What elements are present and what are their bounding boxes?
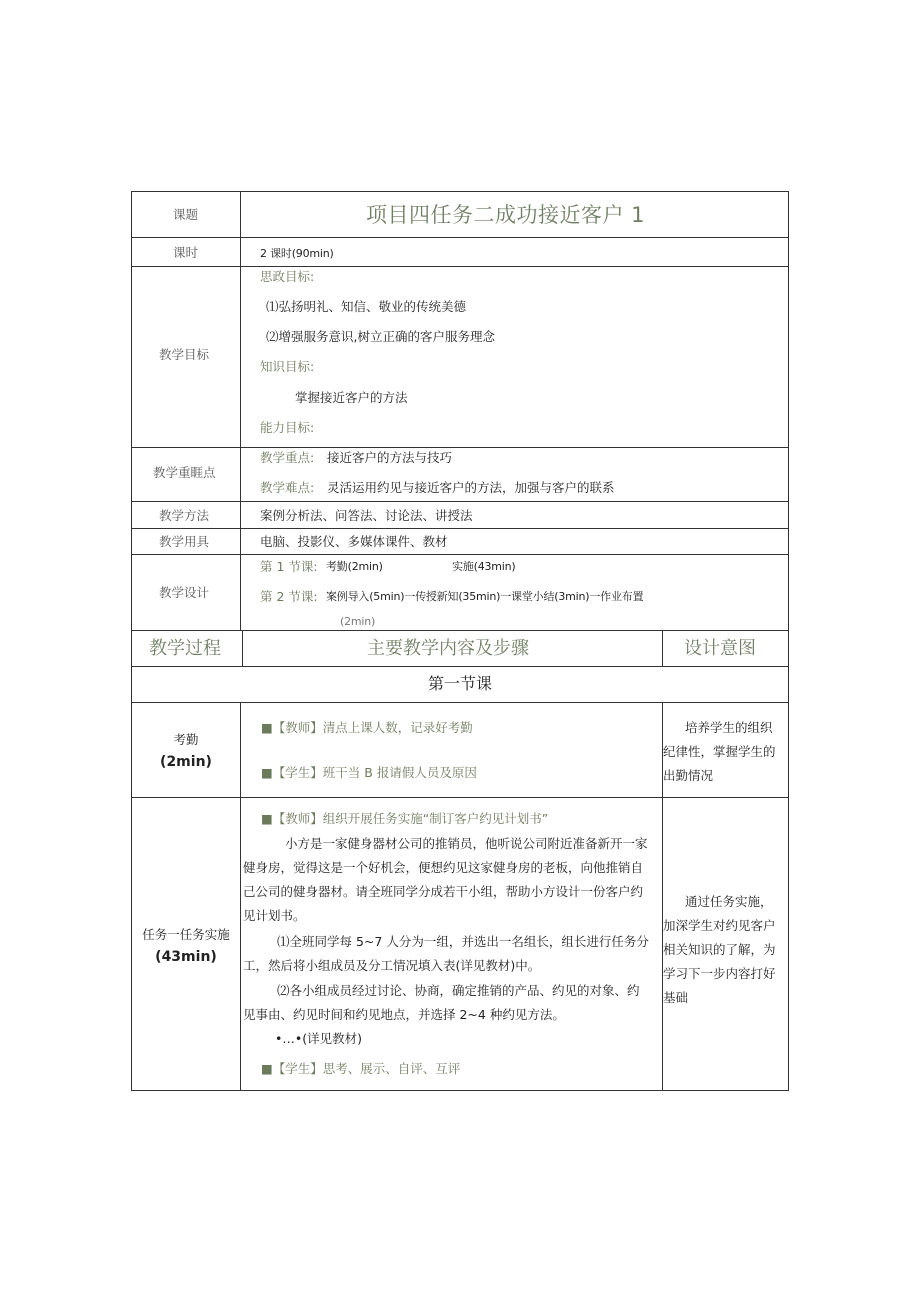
design-label: 教学设计 (159, 585, 210, 600)
attendance-intent-3: 出勤情况 (663, 768, 714, 783)
task-intent-5: 基础 (663, 990, 689, 1005)
hours-label: 课时 (173, 245, 199, 260)
scenario-line-2: 健身房，觉得这是一个好机会，便想约见这家健身房的老板，向他推销自 (243, 860, 644, 875)
section-title: 第一节课 (427, 674, 492, 693)
task-student-bullet: ■【学生】思考、展示、自评、互评 (261, 1061, 461, 1076)
task-intent-1: 通过任务实施， (685, 894, 773, 909)
focus-value: 接近客户的方法与技巧 (327, 450, 453, 465)
ideology-item-1: ⑴弘扬明礼、知信、敬业的传统美德 (266, 299, 467, 314)
attendance-duration: (2min) (160, 754, 212, 770)
process-header-content: 主要教学内容及步骤 (367, 638, 529, 659)
lesson2-value: 案例导入(5min)一传授新知(35min)一课堂小结(3min)一作业布置 (326, 590, 644, 603)
task-duration: (43min) (155, 949, 217, 965)
task-intent-4: 学习下一步内容打好 (663, 966, 776, 981)
focus-label: 教学重点: (260, 450, 315, 465)
step2-line-1: ⑵各小组成员经过讨论、协商，确定推销的产品、约见的对象、约 (277, 983, 640, 998)
step1-line-1: ⑴全班同学每 5~7 人分为一组，并选出一名组长，组长进行任务分 (277, 934, 649, 949)
lesson-title: 项目四任务二成功接近客户 1 (366, 203, 646, 227)
lesson2-continuation: (2min) (340, 615, 376, 628)
step1-line-2: 工，然后将小组成员及分工情况填入表(详见教材)中。 (243, 958, 541, 973)
tools-value: 电脑、投影仪、多媒体课件、教材 (260, 534, 448, 549)
attendance-intent-1: 培养学生的组织 (685, 720, 773, 735)
task-intent-2: 加深学生对约见客户 (663, 918, 776, 933)
topic-label: 课题 (173, 207, 199, 222)
lesson1-label: 第 1 节课: (260, 559, 318, 574)
scenario-line-1: 小方是一家健身器材公司的推销员，他听说公司附近准备新开一家 (285, 836, 648, 851)
lesson2-label: 第 2 节课: (260, 589, 318, 604)
lesson-plan-table (131, 191, 789, 1091)
tools-label: 教学用具 (159, 534, 210, 549)
lesson1-implementation: 实施(43min) (452, 560, 516, 573)
difficulty-value: 灵活运用约见与接近客户的方法，加强与客户的联系 (327, 480, 615, 495)
hours-value: 2 课时(90min) (260, 247, 334, 260)
lesson1-attendance: 考勤(2min) (326, 560, 383, 573)
process-header-intent: 设计意图 (684, 638, 756, 659)
step2-line-2: 见事由、约见时间和约见地点，并选择 2~4 种约见方法。 (243, 1007, 565, 1022)
ideology-heading: 思政目标: (260, 269, 315, 284)
objectives-label: 教学目标 (159, 347, 210, 362)
task-teacher-bullet: ■【教师】组织开展任务实施“制订客户约见计划书” (261, 811, 549, 826)
task-stage: 任务一任务实施 (142, 927, 230, 942)
key-points-label: 教学重睚点 (153, 465, 216, 480)
attendance-student-bullet: ■【学生】班干当 B 报请假人员及原因 (261, 765, 477, 780)
methods-value: 案例分析法、问答法、讨论法、讲授法 (260, 508, 473, 523)
ability-heading: 能力目标: (260, 420, 315, 435)
methods-label: 教学方法 (159, 508, 210, 523)
scenario-line-4: 见计划书。 (243, 908, 306, 923)
attendance-teacher-bullet: ■【教师】清点上课人数，记录好考勤 (261, 720, 473, 735)
ideology-item-2: ⑵增强服务意识,树立正确的客户服务理念 (266, 329, 495, 344)
knowledge-item: 掌握接近客户的方法 (295, 390, 408, 405)
attendance-stage: 考勤 (173, 732, 199, 747)
attendance-intent-2: 纪律性，掌握学生的 (663, 744, 776, 759)
difficulty-label: 教学难点: (260, 480, 315, 495)
knowledge-heading: 知识目标: (260, 359, 315, 374)
task-intent-3: 相关知识的了解，为 (663, 942, 776, 957)
scenario-line-3: 己公司的健身器材。请全班同学分成若干小组，帮助小方设计一份客户约 (243, 884, 644, 899)
task-ellipsis: •…•(详见教材) (275, 1031, 362, 1046)
process-header-stage: 教学过程 (149, 638, 221, 659)
